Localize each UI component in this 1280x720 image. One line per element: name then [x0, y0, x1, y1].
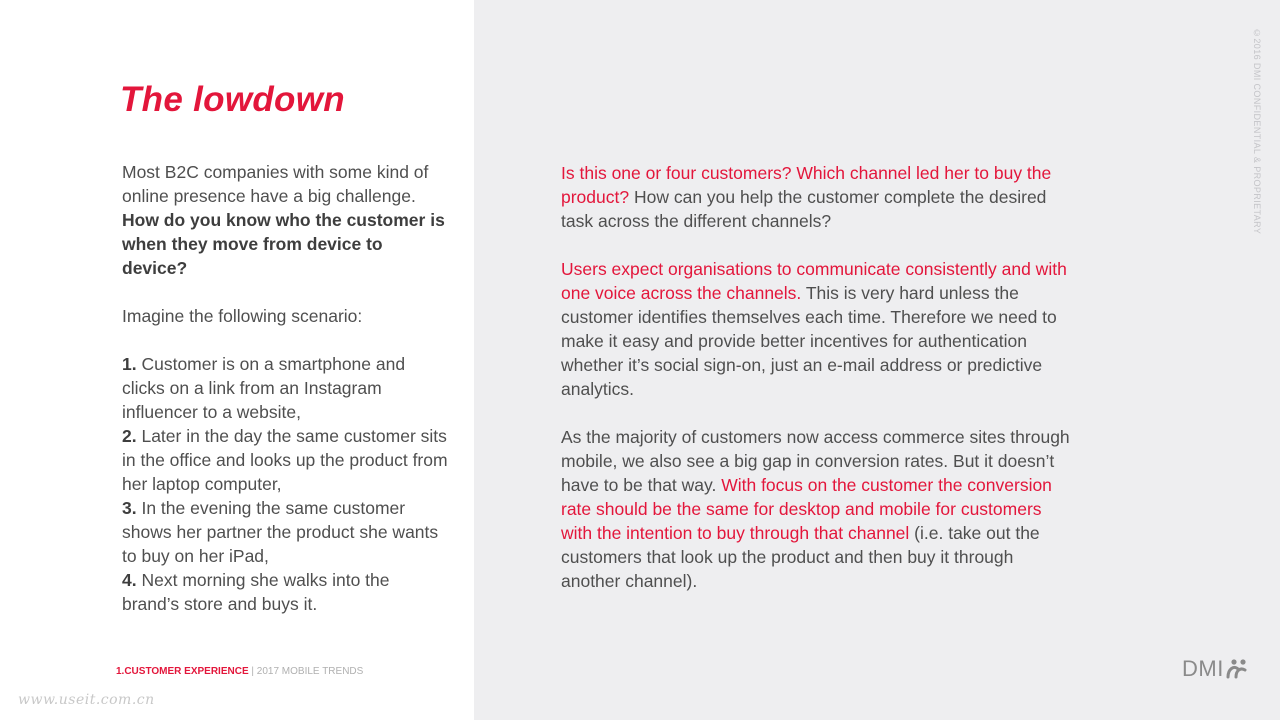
highlight-text: Users expect organisations to communicate consistently and with one voice across the channels.: [561, 259, 1067, 303]
footer-deck: 2017 MOBILE TRENDS: [256, 666, 364, 677]
dmi-logo: [1182, 656, 1250, 682]
highlight-text: With focus on the customer the conversion rate should be the same for desktop and mobile for customers with the intention to buy through that channel: [561, 475, 1052, 543]
step-text: In the evening the same customer shows her partner the product she wants to buy on her iPad,: [122, 498, 439, 566]
scenario-step: [122, 568, 450, 616]
body-text: How can you help the customer complete the desired task across the different channels?: [561, 187, 1047, 231]
footer: [116, 666, 363, 677]
scenario-step: [122, 424, 450, 496]
paragraph-consistency: [561, 257, 1071, 401]
scenario-step: [122, 496, 450, 568]
step-text: Next morning she walks into the brand’s store and buys it.: [122, 570, 390, 614]
right-column: [561, 161, 1071, 617]
scenario-step: [122, 352, 450, 424]
step-number: 3.: [122, 498, 137, 518]
highlight-text: Is this one or four customers? Which channel led her to buy the product?: [561, 163, 1052, 207]
step-text: Later in the day the same customer sits in the office and looks up the product from her laptop computer,: [122, 426, 448, 494]
paragraph-conversion: [561, 425, 1071, 593]
slide-title: The lowdown: [120, 80, 345, 119]
scenario-heading: Imagine the following scenario:: [122, 306, 363, 326]
footer-section: 1.CUSTOMER EXPERIENCE: [116, 666, 249, 677]
dmi-swirl-icon: [1224, 657, 1250, 681]
footer-separator: |: [248, 666, 257, 677]
step-number: 4.: [122, 570, 137, 590]
intro-paragraph: [122, 160, 450, 280]
body-text: (i.e. take out the customers that look up the product and then buy it through another channel).: [561, 523, 1040, 591]
intro-text: Most B2C companies with some kind of online presence have a big challenge.: [122, 162, 429, 206]
watermark: www.useit.com.cn: [18, 692, 155, 708]
step-text: Customer is on a smartphone and clicks on a link from an Instagram influencer to a website,: [122, 354, 406, 422]
logo-text: DMI: [1182, 656, 1224, 681]
left-column: [122, 160, 450, 616]
step-number: 1.: [122, 354, 137, 374]
body-text: As the majority of customers now access commerce sites through mobile, we also see a big gap in conversion rates. But it doesn’t have to be that way.: [561, 427, 1070, 495]
step-number: 2.: [122, 426, 137, 446]
scenario-steps: [122, 352, 450, 616]
paragraph-channels: [561, 161, 1071, 233]
intro-question: How do you know who the customer is when they move from device to device?: [122, 210, 445, 278]
body-text: This is very hard unless the customer identifies themselves each time. Therefore we need to make it easy and provide better incentives for authentication whether it’s social sign-on, just an e-mail address or predictive analytics.: [561, 283, 1057, 399]
confidential-notice: ©2016 DMI CONFIDENTIAL & PROPRIETARY: [1252, 28, 1262, 235]
